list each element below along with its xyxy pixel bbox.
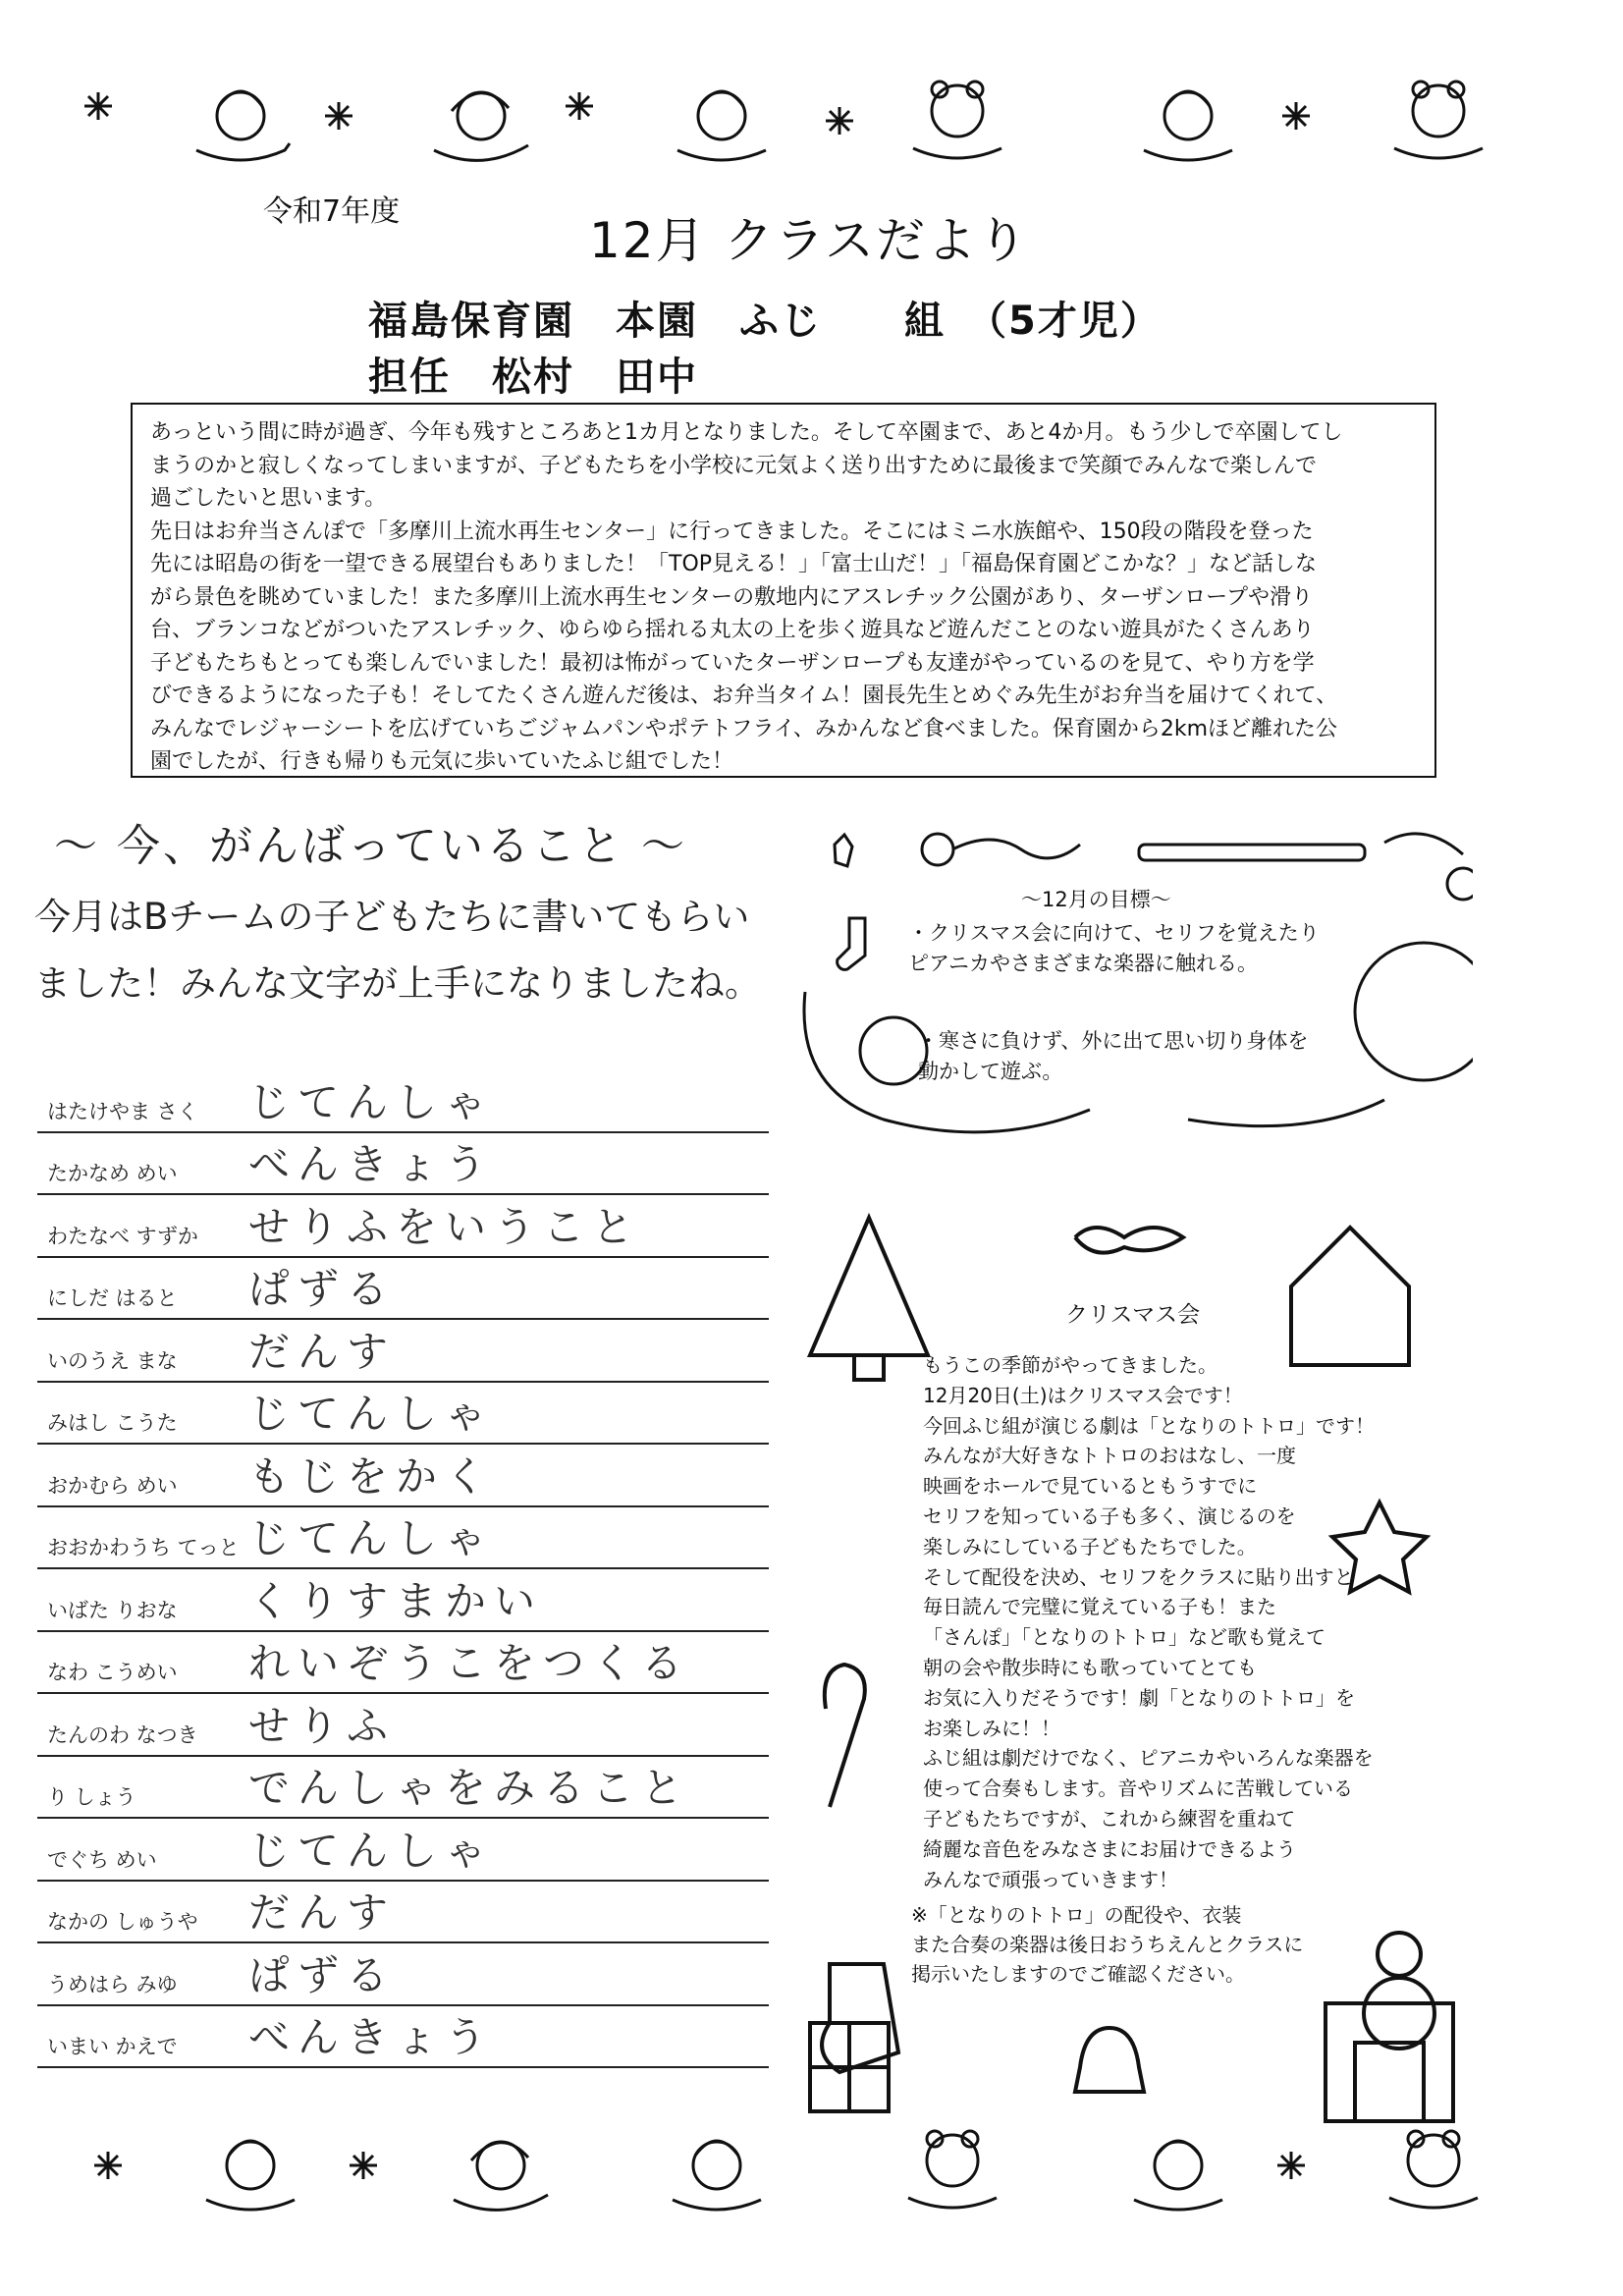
christmas-line: 毎日読んで完璧に覚えている子も！また	[923, 1595, 1276, 1619]
child-effort: だんす	[248, 1327, 397, 1376]
christmas-line: 楽しみにしている子どもたちでした。	[923, 1534, 1257, 1558]
child-effort: べんきょう	[248, 1140, 495, 1188]
top-decorative-border	[69, 67, 1551, 175]
christmas-line: 「さんぽ」「となりのトトロ」など歌も覚えて	[923, 1625, 1325, 1650]
house-icon	[1291, 1228, 1409, 1365]
intro-line: みんなでレジャーシートを広げていちごジャムパンやポテトフライ、みかんなど食べました。保育園から2kmほど離れた公	[150, 716, 1338, 741]
child-name: いのうえ まな	[47, 1348, 178, 1373]
christmas-note	[911, 1900, 1422, 1989]
list-item	[37, 1133, 769, 1196]
child-effort: じてんしゃ	[248, 1826, 495, 1875]
goals-list	[908, 918, 1330, 1134]
bell-icon	[1075, 2028, 1144, 2092]
list-item	[37, 1819, 769, 1882]
list-item	[37, 1445, 769, 1507]
snow-sledding-kids-illustration	[69, 2116, 1551, 2224]
list-item	[37, 1757, 769, 1820]
child-name: り しょう	[47, 1785, 136, 1809]
page-title: 12月 クラスだより	[589, 212, 1030, 269]
list-item	[37, 1694, 769, 1757]
child-effort: れいぞうこをつくる	[248, 1639, 691, 1687]
christmas-line: 使って合奏もします。音やリズムに苦戦している	[923, 1777, 1353, 1801]
yarn-ball-icon	[922, 834, 953, 865]
knitting-sheep-icon	[1355, 943, 1473, 1080]
intro-line: 先には昭島の街を一望できる展望台もありました！「TOP見える！」「富士山だ！」「福島保育園どこかな？」など話しな	[150, 552, 1318, 576]
christmas-line: 今回ふじ組が演じる劇は「となりのトトロ」です！	[923, 1413, 1375, 1438]
list-item	[37, 1507, 769, 1570]
child-name: みはし こうた	[47, 1411, 178, 1435]
christmas-party-title: クリスマス会	[1065, 1302, 1201, 1328]
yarn-ball-icon	[1447, 868, 1473, 900]
christmas-line: 朝の会や散歩時にも歌っていてとても	[923, 1655, 1257, 1679]
list-item	[37, 1882, 769, 1944]
child-effort: じてんしゃ	[248, 1077, 495, 1126]
christmas-line: そして配役を決め、セリフをクラスに貼り出すと	[923, 1564, 1354, 1589]
child-name: いまい かえで	[47, 2035, 178, 2058]
child-name: なわ こうめい	[47, 1661, 178, 1684]
glove-icon	[835, 835, 852, 866]
child-name: たんのわ なつき	[47, 1722, 198, 1747]
child-effort: せりふ	[248, 1701, 397, 1750]
goals-title: 〜12月の目標〜	[1021, 888, 1171, 911]
intro-line: 先日はお弁当さんぽで「多摩川上流水再生センター」に行ってきました。そこにはミニ水族館や、150段の階段を登った	[150, 519, 1314, 544]
bottom-decorative-border	[69, 2116, 1551, 2224]
list-item	[37, 1632, 769, 1695]
child-effort: だんす	[248, 1888, 397, 1937]
child-effort: もじをかく	[248, 1451, 495, 1501]
christmas-note-line: ※「となりのトトロ」の配役や、衣装	[911, 1903, 1242, 1927]
school-class-line: 福島保育園 本園 ふじ 組 （5才児）	[368, 299, 1162, 344]
christmas-tree-icon	[810, 1218, 928, 1355]
teachers-line: 担任 松村 田中	[368, 355, 698, 400]
child-name: たかなめ めい	[47, 1162, 178, 1185]
christmas-line: 子どもたちですが、これから練習を重ねて	[923, 1806, 1296, 1831]
child-name: でぐち めい	[47, 1847, 157, 1872]
child-effort: べんきょう	[248, 2013, 495, 2061]
list-item	[37, 1569, 769, 1632]
list-item	[37, 2006, 769, 2069]
child-name: わたなべ すずか	[47, 1224, 198, 1248]
child-name: なかの しゅうや	[47, 1910, 198, 1934]
effort-list	[37, 1070, 769, 2068]
child-effort: ぱずる	[248, 1950, 397, 1999]
christmas-party-body	[923, 1350, 1434, 1894]
tree-pot-icon	[854, 1355, 884, 1380]
list-item	[37, 1070, 769, 1133]
christmas-line: みんなで頑張っていきます！	[923, 1867, 1178, 1891]
effort-note	[34, 884, 781, 1017]
child-effort: でんしゃをみること	[248, 1764, 691, 1812]
list-item	[37, 1320, 769, 1383]
child-name: にしだ はると	[47, 1286, 178, 1310]
child-effort: ぱずる	[248, 1265, 397, 1313]
christmas-line: ふじ組は劇だけでなく、ピアニカやいろんな楽器を	[923, 1746, 1374, 1771]
christmas-note-line: 掲示いたしますのでご確認ください。	[911, 1962, 1245, 1986]
child-name: うめはら みゆ	[47, 1972, 178, 1996]
effort-note-line: ました！みんな文字が上手になりましたね。	[34, 962, 761, 1005]
intro-line: 園でしたが、行きも帰りも元気に歩いていたふじ組でした！	[150, 749, 734, 774]
christmas-line: セリフを知っている子も多く、演じるのを	[923, 1503, 1296, 1528]
goal-item: ・寒さに負けず、外に出て思い切り身体を 動かして遊ぶ。	[918, 1029, 1309, 1083]
effort-note-line: 今月はBチームの子どもたちに書いてもらい	[34, 896, 750, 938]
christmas-note-line: また合奏の楽器は後日おうちえんとクラスに	[911, 1933, 1304, 1956]
child-name: おかむら めい	[47, 1473, 178, 1498]
sock-icon	[838, 918, 865, 969]
child-name: はたけやま さく	[47, 1099, 198, 1123]
goal-item: ・クリスマス会に向けて、セリフを覚えたり ピアニカやさまざまな楽器に触れる。	[908, 921, 1320, 975]
child-name: いばた りおな	[47, 1598, 178, 1622]
christmas-line: 映画をホールで見ているともうすでに	[923, 1474, 1258, 1499]
scarf-icon	[1139, 845, 1365, 860]
intro-line: がら景色を眺めていました！また多摩川上流水再生センターの敷地内にアスレチック公園があり、ターザンロープや滑り	[150, 584, 1314, 610]
christmas-line: 綺麗な音色をみなさまにお届けできるよう	[923, 1836, 1296, 1861]
list-item	[37, 1383, 769, 1446]
christmas-line: もうこの季節がやってきました。	[923, 1353, 1217, 1377]
child-name: おおかわうち てっと	[47, 1536, 240, 1559]
effort-heading: 〜 今、がんばっていること 〜	[54, 821, 687, 871]
list-item	[37, 1258, 769, 1321]
christmas-line: お楽しみに！！	[923, 1716, 1060, 1740]
child-effort: じてんしゃ	[248, 1390, 495, 1438]
child-effort: じてんしゃ	[248, 1514, 495, 1562]
intro-line: 子どもたちもとっても楽しんでいました！最初は怖がっていたターザンロープも友達がやっているのを見て、やり方を学	[150, 650, 1315, 676]
candy-cane-icon	[825, 1665, 865, 1807]
christmas-bottom-illustration	[805, 1984, 1483, 2131]
christmas-line: みんなが大好きなトトロのおはなし、一度	[923, 1444, 1296, 1468]
intro-line: 過ごしたいと思います。	[150, 486, 387, 511]
intro-line: あっという間に時が過ぎ、今年も残すところあと1カ月となりました。そして卒園まで、あと4か月。もう少しで卒園してし	[150, 420, 1343, 445]
intro-line: 台、ブランコなどがついたアスレチック、ゆらゆら揺れる丸太の上を歩く遊具など遊んだことのない遊具がたくさんあり	[150, 618, 1315, 642]
fiscal-year: 令和7年度	[263, 194, 401, 229]
list-item	[37, 1195, 769, 1258]
holly-icon	[1075, 1228, 1183, 1253]
snow-sledding-kids-illustration	[69, 67, 1551, 175]
christmas-line: お気に入りだそうです！劇「となりのトトロ」を	[923, 1685, 1355, 1710]
fireplace-icon	[1325, 2003, 1453, 2121]
child-effort: くりすまかい	[248, 1576, 544, 1625]
list-item	[37, 1943, 769, 2006]
intro-message-box	[131, 403, 1436, 778]
intro-line: まうのかと寂しくなってしまいますが、子どもたちを小学校に元気よく送り出すために最後まで笑顔でみんなで楽しんで	[150, 453, 1318, 478]
child-effort: せりふをいうこと	[248, 1202, 642, 1251]
christmas-line: 12月20日(土)はクリスマス会です！	[923, 1383, 1243, 1407]
intro-line: びできるようになった子も！そしてたくさん遊んだ後は、お弁当タイム！園長先生とめぐみ先生がお弁当を届けてくれて、	[150, 683, 1338, 708]
